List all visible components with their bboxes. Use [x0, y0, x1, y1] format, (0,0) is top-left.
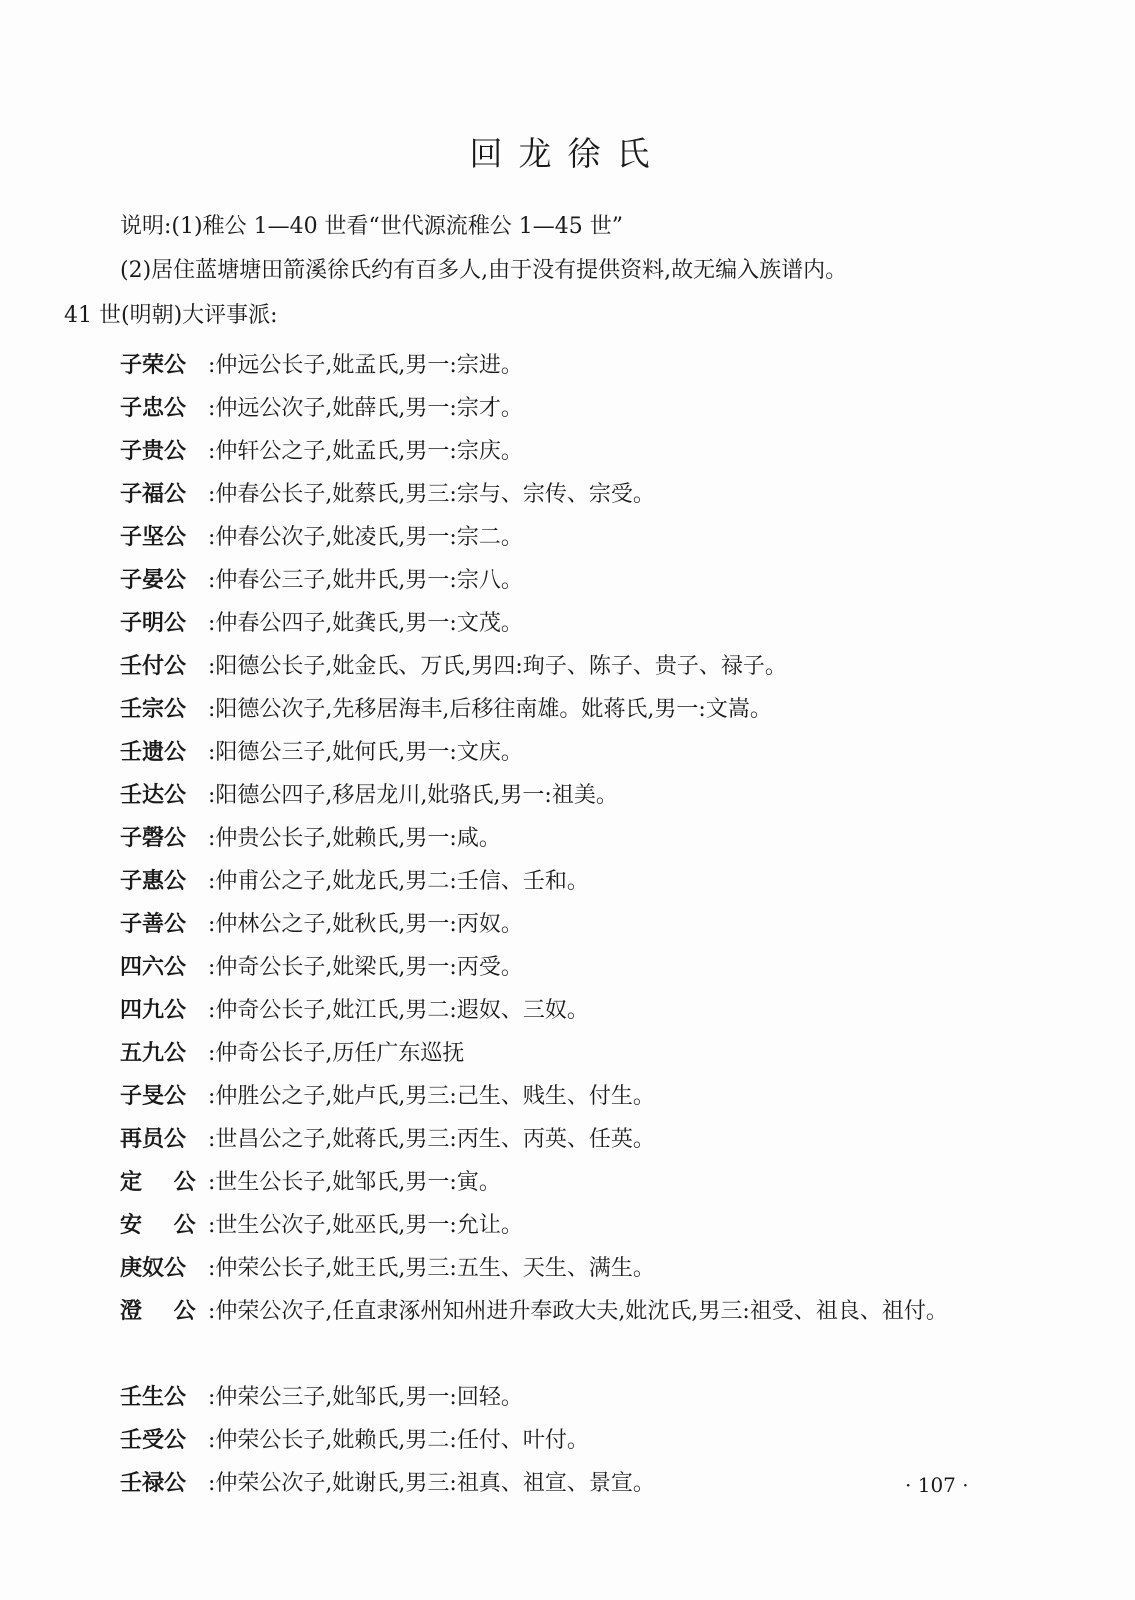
- genealogy-entry: 壬达公 : 阳德公四子,移居龙川,妣骆氏,男一:祖美。: [120, 774, 1040, 817]
- genealogy-entry: 四九公 : 仲奇公长子,妣江氏,男二:遐奴、三奴。: [120, 989, 1040, 1032]
- entry-name: 壬遗公: [120, 740, 187, 765]
- entry-description: 仲荣公次子,妣谢氏,男三:祖真、祖宣、景宣。: [215, 1471, 655, 1496]
- genealogy-entry: 壬遗公 : 阳德公三子,妣何氏,男一:文庆。: [120, 731, 1040, 774]
- entry-description: 仲胜公之子,妣卢氏,男三:己生、贱生、付生。: [215, 1084, 655, 1109]
- entry-description: 世生公次子,妣巫氏,男一:允让。: [215, 1213, 523, 1238]
- genealogy-entry: 子磬公 : 仲贵公长子,妣赖氏,男一:咸。: [120, 817, 1040, 860]
- entry-description: 仲轩公之子,妣孟氏,男一:宗庆。: [215, 439, 523, 464]
- genealogy-entry: 子坚公 : 仲春公次子,妣凌氏,男一:宗二。: [120, 516, 1040, 559]
- genealogy-entry: 子贵公 : 仲轩公之子,妣孟氏,男一:宗庆。: [120, 430, 1040, 473]
- entry-name: 子荣公: [120, 353, 187, 378]
- entry-description: 仲甫公之子,妣龙氏,男二:壬信、壬和。: [215, 869, 589, 894]
- entry-description: 阳德公三子,妣何氏,男一:文庆。: [215, 740, 523, 765]
- entry-description: 仲贵公长子,妣赖氏,男一:咸。: [215, 826, 501, 851]
- entry-name: 定 公: [120, 1170, 208, 1195]
- genealogy-entry: 庚奴公 : 仲荣公长子,妣王氏,男三:五生、天生、满生。: [120, 1247, 1040, 1290]
- entry-name: 子坚公: [120, 525, 187, 550]
- genealogy-entry: 子明公 : 仲春公四子,妣龚氏,男一:文茂。: [120, 602, 1040, 645]
- entry-description: 仲奇公长子,历任广东巡抚: [215, 1041, 465, 1066]
- genealogy-entry: 子福公 : 仲春公长子,妣蔡氏,男三:宗与、宗传、宗受。: [120, 473, 1040, 516]
- note-line-2: (2)居住蓝塘塘田箭溪徐氏约有百多人,由于没有提供资料,故无编入族谱内。: [120, 258, 848, 283]
- entry-description: 阳德公长子,妣金氏、万氏,男四:珣子、陈子、贵子、禄子。: [215, 654, 787, 679]
- entry-name: 壬受公: [120, 1428, 187, 1453]
- page-title: 回龙徐氏: [469, 134, 666, 173]
- entry-name: 再员公: [120, 1127, 187, 1152]
- generation-heading: 41 世(明朝)大评事派:: [64, 303, 278, 328]
- genealogy-entry: 四六公 : 仲奇公长子,妣梁氏,男一:丙受。: [120, 946, 1040, 989]
- entry-name: 子磬公: [120, 826, 187, 851]
- entry-description: 仲远公长子,妣孟氏,男一:宗进。: [215, 353, 523, 378]
- entry-description: 仲春公三子,妣井氏,男一:宗八。: [215, 568, 523, 593]
- entry-description: 仲奇公长子,妣江氏,男二:遐奴、三奴。: [215, 998, 589, 1023]
- entry-name: 壬付公: [120, 654, 187, 679]
- genealogy-entry: 壬受公 : 仲荣公长子,妣赖氏,男二:任付、叶付。: [120, 1419, 1040, 1462]
- entry-description: 仲荣公长子,妣王氏,男三:五生、天生、满生。: [215, 1256, 655, 1281]
- entry-name: 子善公: [120, 912, 187, 937]
- entry-description: 仲林公之子,妣秋氏,男一:丙奴。: [215, 912, 523, 937]
- entry-name: 子晏公: [120, 568, 187, 593]
- entry-name: 子贵公: [120, 439, 187, 464]
- genealogy-entry: 子惠公 : 仲甫公之子,妣龙氏,男二:壬信、壬和。: [120, 860, 1040, 903]
- genealogy-entry: 定 公 : 世生公长子,妣邹氏,男一:寅。: [120, 1161, 1040, 1204]
- entry-name: 壬生公: [120, 1385, 187, 1410]
- entry-description: 仲春公长子,妣蔡氏,男三:宗与、宗传、宗受。: [215, 482, 655, 507]
- entry-name: 壬宗公: [120, 697, 187, 722]
- entry-name: 四六公: [120, 955, 187, 980]
- entry-name: 壬禄公: [120, 1471, 187, 1496]
- entry-description: 世昌公之子,妣蒋氏,男三:丙生、丙英、任英。: [215, 1127, 655, 1152]
- entry-description: 仲春公四子,妣龚氏,男一:文茂。: [215, 611, 523, 636]
- page-number: · 107 ·: [905, 1473, 969, 1497]
- entry-description: 仲荣公次子,任直隶涿州知州进升奉政大夫,妣沈氏,男三:祖受、祖良、祖付。: [215, 1299, 948, 1324]
- entry-name: 壬达公: [120, 783, 187, 808]
- genealogy-entry: 壬付公 : 阳德公长子,妣金氏、万氏,男四:珣子、陈子、贵子、禄子。: [120, 645, 1040, 688]
- entry-description: 阳德公次子,先移居海丰,后移往南雄。妣蒋氏,男一:文嵩。: [215, 697, 772, 722]
- genealogy-entry: 壬禄公 : 仲荣公次子,妣谢氏,男三:祖真、祖宣、景宣。: [120, 1462, 1040, 1505]
- genealogy-entry: 澄 公 : 仲荣公次子,任直隶涿州知州进升奉政大夫,妣沈氏,男三:祖受、祖良、祖付。: [120, 1290, 1040, 1376]
- note-line-1: 说明:(1)稚公 1—40 世看“世代源流稚公 1—45 世”: [120, 214, 624, 239]
- entry-description: 世生公长子,妣邹氏,男一:寅。: [215, 1170, 501, 1195]
- entry-name: 庚奴公: [120, 1256, 187, 1281]
- entry-name: 子旻公: [120, 1084, 187, 1109]
- genealogy-entry: 壬宗公 : 阳德公次子,先移居海丰,后移往南雄。妣蒋氏,男一:文嵩。: [120, 688, 1040, 731]
- genealogy-entry: 子旻公 : 仲胜公之子,妣卢氏,男三:己生、贱生、付生。: [120, 1075, 1040, 1118]
- entry-description: 仲荣公长子,妣赖氏,男二:任付、叶付。: [215, 1428, 589, 1453]
- genealogy-entry-list: [120, 344, 1040, 1505]
- entry-name: 子忠公: [120, 396, 187, 421]
- entry-name: 子惠公: [120, 869, 187, 894]
- entry-name: 澄 公: [120, 1299, 208, 1324]
- genealogy-entry: 再员公 : 世昌公之子,妣蒋氏,男三:丙生、丙英、任英。: [120, 1118, 1040, 1161]
- entry-description: 阳德公四子,移居龙川,妣骆氏,男一:祖美。: [215, 783, 618, 808]
- entry-name: 五九公: [120, 1041, 187, 1066]
- entry-description: 仲春公次子,妣凌氏,男一:宗二。: [215, 525, 523, 550]
- genealogy-entry: 壬生公 : 仲荣公三子,妣邹氏,男一:回轻。: [120, 1376, 1040, 1419]
- genealogy-entry: 安 公 : 世生公次子,妣巫氏,男一:允让。: [120, 1204, 1040, 1247]
- genealogy-entry: 子晏公 : 仲春公三子,妣井氏,男一:宗八。: [120, 559, 1040, 602]
- genealogy-entry: 子荣公 : 仲远公长子,妣孟氏,男一:宗进。: [120, 344, 1040, 387]
- genealogy-entry: 子忠公 : 仲远公次子,妣薛氏,男一:宗才。: [120, 387, 1040, 430]
- entry-description: 仲奇公长子,妣梁氏,男一:丙受。: [215, 955, 523, 980]
- entry-name: 子福公: [120, 482, 187, 507]
- entry-description: 仲荣公三子,妣邹氏,男一:回轻。: [215, 1385, 523, 1410]
- genealogy-entry: 五九公 : 仲奇公长子,历任广东巡抚: [120, 1032, 1040, 1075]
- entry-name: 子明公: [120, 611, 187, 636]
- entry-name: 安 公: [120, 1213, 208, 1238]
- entry-name: 四九公: [120, 998, 187, 1023]
- genealogy-entry: 子善公 : 仲林公之子,妣秋氏,男一:丙奴。: [120, 903, 1040, 946]
- entry-description: 仲远公次子,妣薛氏,男一:宗才。: [215, 396, 523, 421]
